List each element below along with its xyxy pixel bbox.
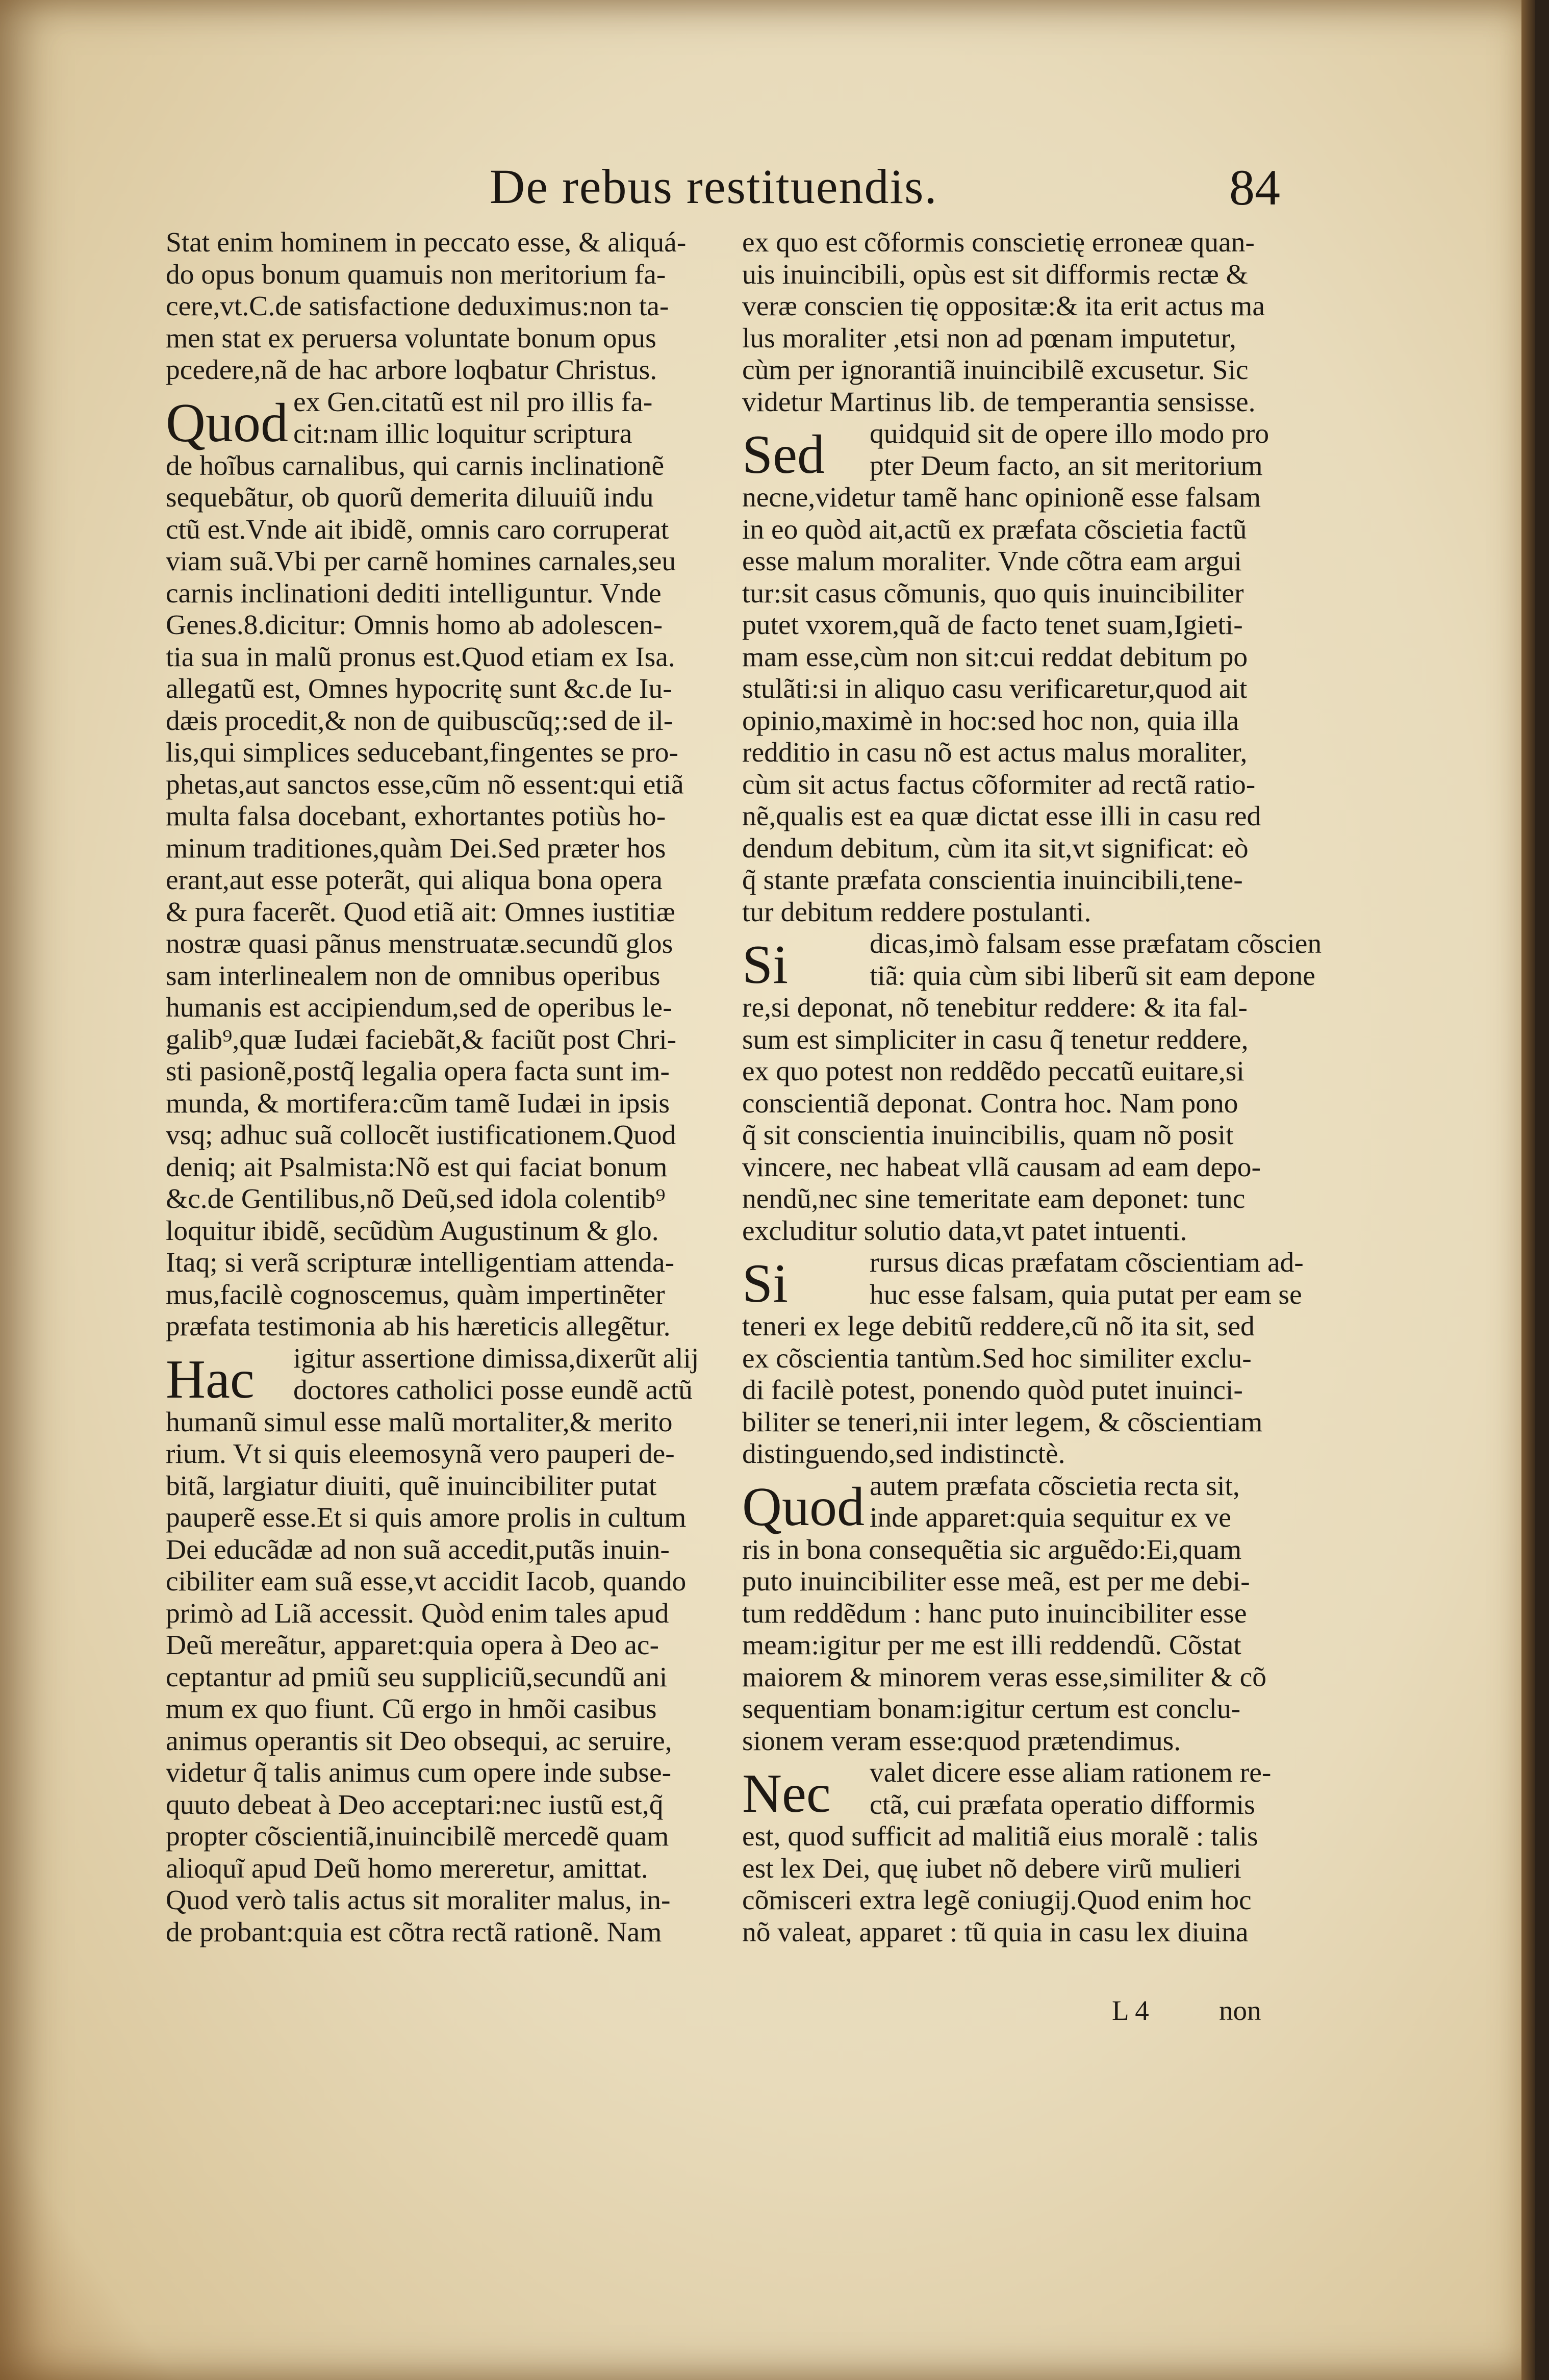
text-line: de hoĩbus carnalibus, qui carnis inclinationẽ [166, 450, 665, 482]
text-line: doctores catholici posse eundẽ actũ [293, 1375, 693, 1406]
text-line: autem præfata cõscietia recta sit, [870, 1470, 1240, 1502]
paragraph-initial-block [166, 1343, 699, 1410]
text-line: dicas,imò falsam esse præfatam cõscien [870, 928, 1322, 959]
text-block [166, 227, 696, 387]
text-line: mam esse,cùm non sit:cui reddat debitum po [742, 641, 1248, 673]
text-line: de probant:quia est cõtra rectã rationẽ. Nam [166, 1916, 662, 1948]
text-line: & pura facerẽt. Quod etiã ait: Omnes iustitiæ [166, 896, 675, 928]
text-line: erant,aut esse poterãt, qui aliqua bona opera [166, 865, 663, 896]
drop-initial: Hac [166, 1349, 255, 1410]
signature-mark: L 4 [1112, 1995, 1149, 2026]
text-block [742, 1534, 1273, 1758]
text-line: vsq; adhuc suã collocẽt iustificationem.Quod [166, 1120, 676, 1151]
text-line: Deũ mereãtur, apparet:quia opera à Deo ac- [166, 1630, 659, 1661]
drop-initial: Quod [742, 1476, 865, 1537]
text-line: mum ex quo fiunt. Cũ ergo in hmõi casibus [166, 1693, 657, 1725]
text-line: excluditur solutio data,vt patet intuenti. [742, 1215, 1187, 1247]
text-block [166, 450, 696, 1343]
text-line: cõmisceri extra legẽ coniugij.Quod enim hoc [742, 1885, 1252, 1916]
text-line: ceptantur ad pmiũ seu suppliciũ,secundũ ani [166, 1661, 668, 1693]
paragraph-initial-block [742, 1757, 1273, 1824]
text-line: tia sua in malũ pronus est.Quod etiam ex Isa. [166, 641, 675, 673]
text-line: tur:sit casus cõmunis, quo quis inuincibiliter [742, 577, 1244, 609]
text-block [742, 1247, 1304, 1314]
text-line: est, quod sufficit ad malitiã eius moralẽ : talis [742, 1821, 1258, 1852]
text-line: do opus bonum quamuis non meritorium fa- [166, 259, 666, 290]
text-line: stulãti:si in aliquo casu verificaretur,quod ait [742, 673, 1248, 704]
text-block [742, 992, 1273, 1247]
text-line: ex quo potest non reddẽdo peccatũ euitare,si [742, 1056, 1245, 1087]
text-line: meam:igitur per me est illi reddendũ. Cõstat [742, 1630, 1241, 1661]
text-line: ex cõscientia tantùm.Sed hoc similiter exclu- [742, 1343, 1252, 1374]
text-line: huc esse falsam, quia putat per eam se [870, 1279, 1302, 1310]
drop-initial: Si [742, 934, 789, 995]
text-line: men stat ex peruersa voluntate bonum opus [166, 322, 656, 354]
text-line: cùm per ignorantiã inuincibilẽ excusetur. Sic [742, 355, 1249, 386]
text-line: primò ad Liã accessit. Quòd enim tales apud [166, 1598, 669, 1629]
left-column [166, 227, 699, 1948]
text-line: Dei educãdæ ad non suã accedit,putãs inuin- [166, 1534, 670, 1565]
text-line: mus,facilè cognoscemus, quàm impertinẽter [166, 1279, 665, 1310]
text-line: deniq; ait Psalmista:Nõ est qui faciat bonum [166, 1151, 668, 1183]
text-line: tum reddẽdum : hanc puto inuincibiliter esse [742, 1598, 1247, 1629]
text-line: loquitur ibidẽ, secũdùm Augustinum & glo. [166, 1215, 659, 1247]
paragraph-initial-block [742, 418, 1273, 485]
text-line: rursus dicas præfatam cõscientiam ad- [870, 1247, 1304, 1278]
text-line: sequebãtur, ob quorũ demerita diluuiũ indu [166, 482, 654, 513]
text-line: Stat enim hominem in peccato esse, & aliquá- [166, 227, 687, 258]
text-line: humanis est accipiendum,sed de operibus le- [166, 992, 672, 1023]
text-line: nẽ,qualis est ea quæ dictat esse illi in casu red [742, 801, 1261, 832]
text-line: ctũ est.Vnde ait ibidẽ, omnis caro corruperat [166, 514, 669, 545]
text-block [742, 227, 1273, 418]
text-line: nendũ,nec sine temeritate eam deponet: tunc [742, 1183, 1246, 1214]
text-line: &c.de Gentilibus,nõ Deũ,sed idola colentib⁹ [166, 1183, 666, 1214]
text-line: humanũ simul esse malũ mortaliter,& merito [166, 1406, 673, 1438]
text-line: ex Gen.citatũ est nil pro illis fa- [293, 386, 653, 418]
text-line: præfata testimonia ab his hæreticis allegẽtur. [166, 1311, 671, 1342]
text-line: minum traditiones,quàm Dei.Sed præter hos [166, 832, 666, 864]
text-line: lus moraliter ,etsi non ad pœnam imputetur, [742, 322, 1236, 354]
text-line: inde apparet:quia sequitur ex ve [870, 1502, 1231, 1533]
text-line: sequentiam bonam:igitur certum est conclu- [742, 1693, 1241, 1725]
text-line: q̃ stante præfata conscientia inuincibili,tene- [742, 865, 1243, 896]
text-line: animus operantis sit Deo obsequi, ac seruire, [166, 1725, 672, 1757]
text-line: cere,vt.C.de satisfactione deduximus:non ta- [166, 291, 669, 322]
page-header [173, 158, 1280, 219]
text-block [742, 1821, 1273, 1948]
paragraph-initial-block [742, 1470, 1273, 1537]
text-line: maiorem & minorem veras esse,similiter & cõ [742, 1661, 1267, 1693]
running-title: De rebus restituendis. [490, 159, 938, 214]
text-line: videtur Martinus lib. de temperantia sensisse. [742, 386, 1256, 418]
text-line: in eo quòd ait,actũ ex præfata cõscietia factũ [742, 514, 1247, 545]
text-line: vincere, nec habeat vllã causam ad eam depo- [742, 1151, 1261, 1183]
text-line: puto inuincibiliter esse meã, est per me debi- [742, 1566, 1250, 1597]
text-line: veræ conscien tię oppositæ:& ita erit actus ma [742, 291, 1265, 322]
text-block [742, 1311, 1273, 1471]
paragraph-initial-block [742, 1247, 1304, 1314]
text-line: sionem veram esse:quod prætendimus. [742, 1725, 1181, 1757]
drop-initial: Sed [742, 424, 825, 485]
page-edge [1521, 0, 1535, 2380]
text-line: q̃ sit conscientia inuincibilis, quam nõ posit [742, 1120, 1234, 1151]
text-block [166, 1407, 696, 1949]
text-line: ex quo est cõformis conscietię erroneæ quan- [742, 227, 1255, 258]
text-line: tiã: quia cùm sibi liberũ sit eam depone [870, 960, 1315, 992]
text-line: conscientiã deponat. Contra hoc. Nam pono [742, 1087, 1238, 1119]
text-block [742, 928, 1322, 995]
text-line: redditio in casu nõ est actus malus moraliter, [742, 737, 1248, 768]
text-line: quuto debeat à Deo acceptari:nec iustũ est,q̃ [166, 1789, 664, 1820]
text-line: pcedere,nã de hac arbore loqbatur Christus. [166, 355, 657, 386]
text-line: pauperẽ esse.Et si quis amore prolis in cultum [166, 1502, 687, 1533]
text-line: dæis procedit,& non de quibuscũq;:sed de il- [166, 705, 673, 737]
text-line: rium. Vt si quis eleemosynã vero pauperi de- [166, 1438, 675, 1470]
text-line: biliter se teneri,nii inter legem, & cõscientiam [742, 1406, 1263, 1438]
text-line: bitã, largiatur diuiti, quẽ inuincibiliter putat [166, 1470, 657, 1502]
text-line: propter cõscientiã,inuincibilẽ mercedẽ quam [166, 1821, 669, 1852]
text-line: phetas,aut sanctos esse,cũm nõ essent:qui etiã [166, 769, 684, 800]
text-line: quidquid sit de opere illo modo pro [870, 418, 1269, 449]
text-line: di facilè potest, ponendo quòd putet inuinci- [742, 1375, 1243, 1406]
text-block [742, 482, 1273, 928]
text-line: cibiliter eam suã esse,vt accidit Iacob, quando [166, 1566, 687, 1597]
text-line: opinio,maximè in hoc:sed hoc non, quia illa [742, 705, 1239, 737]
text-line: lis,qui simplices seducebant,fingentes se pro- [166, 737, 678, 768]
text-line: sti pasionẽ,postq̃ legalia opera facta sunt im- [166, 1056, 670, 1087]
text-line: galib⁹,quæ Iudæi faciebãt,& faciũt post Chri- [166, 1024, 677, 1055]
text-line: nostræ quasi pãnus menstruatæ.secundũ glos [166, 928, 673, 959]
text-line: cùm sit actus factus cõformiter ad rectã ratio- [742, 769, 1256, 800]
text-line: sum est simpliciter in casu q̃ tenetur reddere, [742, 1024, 1249, 1055]
text-line: igitur assertione dimissa,dixerũt alij [293, 1343, 699, 1374]
catchword: non [1219, 1995, 1261, 2026]
right-column [742, 227, 1322, 1948]
folio-number: 84 [1229, 159, 1280, 216]
text-line: valet dicere esse aliam rationem re- [870, 1757, 1272, 1788]
drop-initial: Quod [166, 392, 288, 453]
text-line: munda, & mortifera:cũm tamẽ Iudæi in ipsis [166, 1087, 670, 1119]
text-line: carnis inclinationi dediti intelliguntur. Vnde [166, 577, 662, 609]
text-line: alioquĩ apud Deũ homo mereretur, amittat. [166, 1853, 648, 1884]
text-line: Quod verò talis actus sit moraliter malus, in- [166, 1885, 671, 1916]
text-line: uis inuincibili, opùs est sit difformis rectæ & [742, 259, 1248, 290]
text-line: multa falsa docebant, exhortantes potiùs ho- [166, 801, 666, 832]
text-line: ctã, cui præfata operatio difformis [870, 1789, 1255, 1820]
text-line: pter Deum facto, an sit meritorium [870, 450, 1263, 482]
text-line: distinguendo,sed indistinctè. [742, 1438, 1065, 1470]
text-line: tur debitum reddere postulanti. [742, 896, 1091, 928]
text-line: viam suã.Vbi per carnẽ homines carnales,seu [166, 546, 676, 577]
text-line: videtur q̃ talis animus cum opere inde subse- [166, 1757, 672, 1788]
paragraph-initial-block [166, 386, 696, 453]
text-line: nõ valeat, apparet : tũ quia in casu lex diuina [742, 1916, 1249, 1948]
text-line: esse malum moraliter. Vnde cõtra eam argui [742, 546, 1242, 577]
text-line: sam interlinealem non de omnibus operibus [166, 960, 661, 992]
text-line: Itaq; si verã scripturæ intelligentiam attenda- [166, 1247, 675, 1278]
text-line: putet vxorem,quã de facto tenet suam,Igieti- [742, 610, 1243, 641]
paragraph-initial-block [742, 928, 1322, 995]
text-line: ris in bona consequẽtia sic arguẽdo:Ei,quam [742, 1534, 1242, 1565]
text-line: re,si deponat, nõ tenebitur reddere: & ita fal- [742, 992, 1248, 1023]
text-line: dendum debitum, cùm ita sit,vt significat: eò [742, 832, 1249, 864]
drop-initial: Si [742, 1253, 789, 1314]
text-line: cit:nam illic loquitur scriptura [293, 418, 632, 449]
text-line: necne,videtur tamẽ hanc opinionẽ esse falsam [742, 482, 1261, 513]
text-line: allegatũ est, Omnes hypocritę sunt &c.de Iu- [166, 673, 672, 704]
drop-initial: Nec [742, 1763, 831, 1824]
text-line: teneri ex lege debitũ reddere,cũ nõ ita sit, sed [742, 1311, 1255, 1342]
text-line: est lex Dei, quę iubet nõ debere virũ mulieri [742, 1853, 1241, 1884]
text-line: Genes.8.dicitur: Omnis homo ab adolescen- [166, 610, 663, 641]
